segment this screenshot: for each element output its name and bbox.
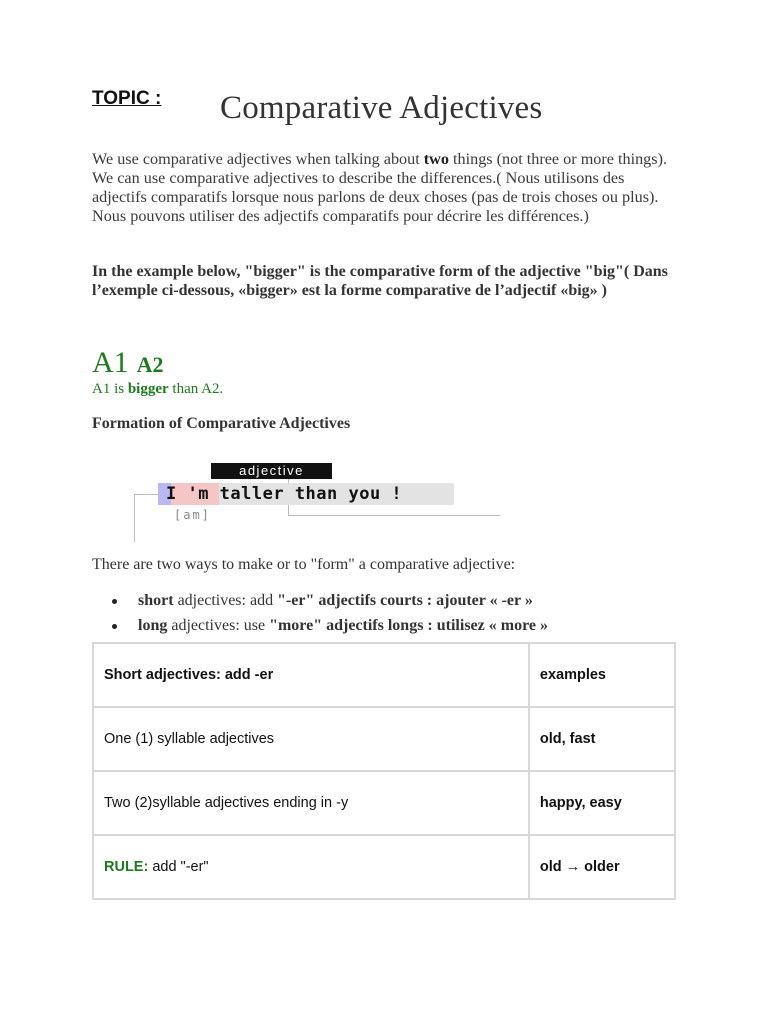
example-sentence xyxy=(92,381,223,398)
list-item xyxy=(112,615,548,640)
am-label: [am] xyxy=(174,508,211,522)
bullet-text: adjectives: add xyxy=(173,592,278,609)
diagram-vertical-line xyxy=(134,494,135,542)
sentence-diagram xyxy=(124,458,504,544)
formation-bullets xyxy=(112,590,548,640)
table-rule-row xyxy=(93,835,675,899)
bullet-extra: "-er" adjectifs courts : ajouter « -er » xyxy=(277,592,533,609)
intro-text-1: We use comparative adjectives when talking about xyxy=(92,150,424,168)
topic-label: TOPIC : xyxy=(92,88,162,109)
table-cell xyxy=(93,835,529,899)
bullet-icon xyxy=(112,624,117,629)
diagram-horizontal-line xyxy=(134,494,158,495)
label-a1: A1 xyxy=(92,346,129,379)
bullet-extra: "more" adjectifs longs : utilisez « more » xyxy=(269,617,548,634)
diagram-sentence: I 'm taller than you ! xyxy=(166,484,403,504)
example-sentence-start: A1 is xyxy=(92,381,128,397)
short-adjectives-table xyxy=(92,642,676,900)
adjective-label: adjective xyxy=(211,463,332,479)
example-note: In the example below, "bigger" is the comparative form of the adjective "big"( Dans l’exemple ci-dessous, «bigger» est la forme comparative de l’adjectif «big» ) xyxy=(92,263,668,299)
table-row xyxy=(93,771,675,835)
table-cell: happy, easy xyxy=(529,771,675,835)
example-labels xyxy=(92,346,164,380)
table-cell: old, fast xyxy=(529,707,675,771)
bullet-text: adjectives: use xyxy=(167,617,270,634)
table-cell: One (1) syllable adjectives xyxy=(93,707,529,771)
rule-text: add "-er" xyxy=(148,859,209,875)
example-sentence-bold: bigger xyxy=(127,381,169,397)
rule-label: RULE: xyxy=(104,859,149,875)
diagram-under-line xyxy=(288,515,500,516)
table-cell: old → older xyxy=(529,835,675,899)
table-header-cell: Short adjectives: add -er xyxy=(93,643,529,707)
intro-bold-word: two xyxy=(423,150,449,168)
table-cell: Two (2)syllable adjectives ending in -y xyxy=(93,771,529,835)
table-row xyxy=(93,707,675,771)
formation-heading: Formation of Comparative Adjectives xyxy=(92,415,351,432)
bullet-icon xyxy=(112,599,117,604)
list-item xyxy=(112,590,548,615)
intro-paragraph xyxy=(92,150,682,226)
ways-intro: There are two ways to make or to "form" a comparative adjective: xyxy=(92,556,516,573)
example-sentence-end: than A2. xyxy=(168,381,224,397)
table-header-cell: examples xyxy=(529,643,675,707)
label-a2: A2 xyxy=(136,352,164,377)
table-header-row xyxy=(93,643,675,707)
bullet-bold: long xyxy=(138,617,168,634)
page-title: Comparative Adjectives xyxy=(220,90,543,126)
bullet-bold: short xyxy=(138,592,174,609)
intro-text-2: things (not three or more things). We can use comparative adjectives to describe the differences.( Nous utilisons des adjectifs comparatifs lorsque nous parlons de deux choses (pas de trois choses ou plus). Nous pouvons utiliser des adjectifs comparatifs pour décrire les différences.) xyxy=(92,150,668,225)
